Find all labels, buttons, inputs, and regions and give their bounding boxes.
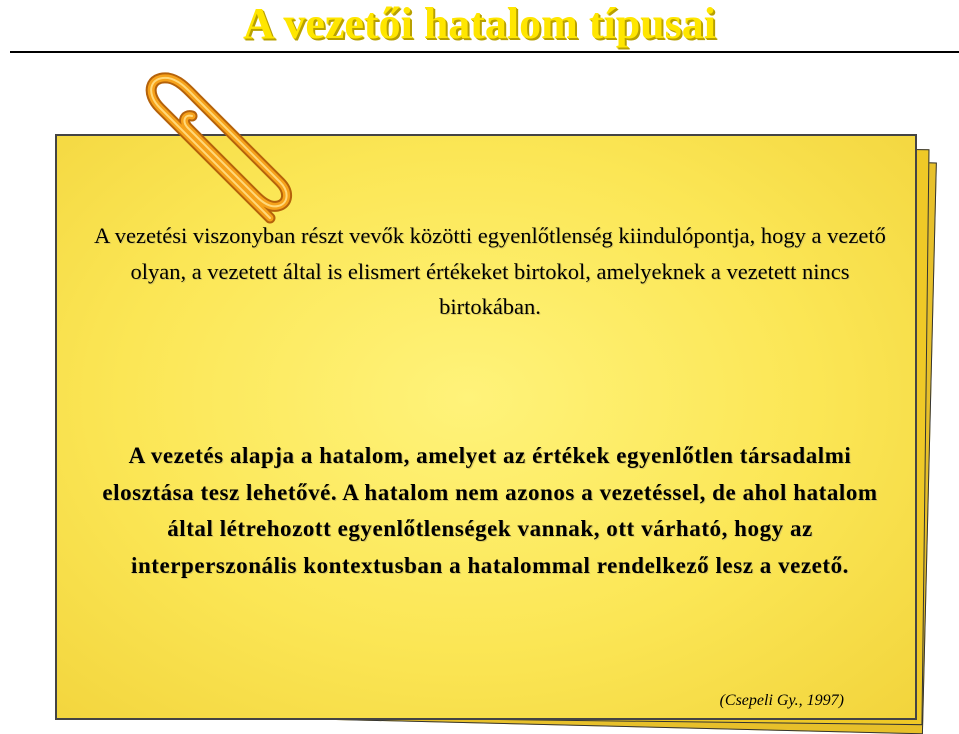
- paperclip-icon: [120, 68, 310, 228]
- note-paragraph-power: A vezetés alapja a hatalom, amelyet az értékek egyenlőtlen társadalmi elosztása tesz lehetővé. A hatalom nem azonos a vezetéssel, de ahol hatalom által létrehozott egyenlőtlenségek vannak, ott várható, hogy az interperszonális kontextusban a hatalommal rendelkező lesz a vezető.: [102, 443, 878, 579]
- slide-title: A vezetői hatalom típusai: [243, 0, 716, 48]
- note-paragraph-intro: A vezetési viszonyban részt vevők közötti egyenlőtlenség kiindulópontja, hogy a vezető olyan, a vezetett által is elismert értékeket birtokol, amelyeknek a vezetett nincs birtokában.: [94, 223, 886, 319]
- citation: (Csepeli Gy., 1997): [719, 692, 844, 709]
- title-divider: [10, 51, 959, 53]
